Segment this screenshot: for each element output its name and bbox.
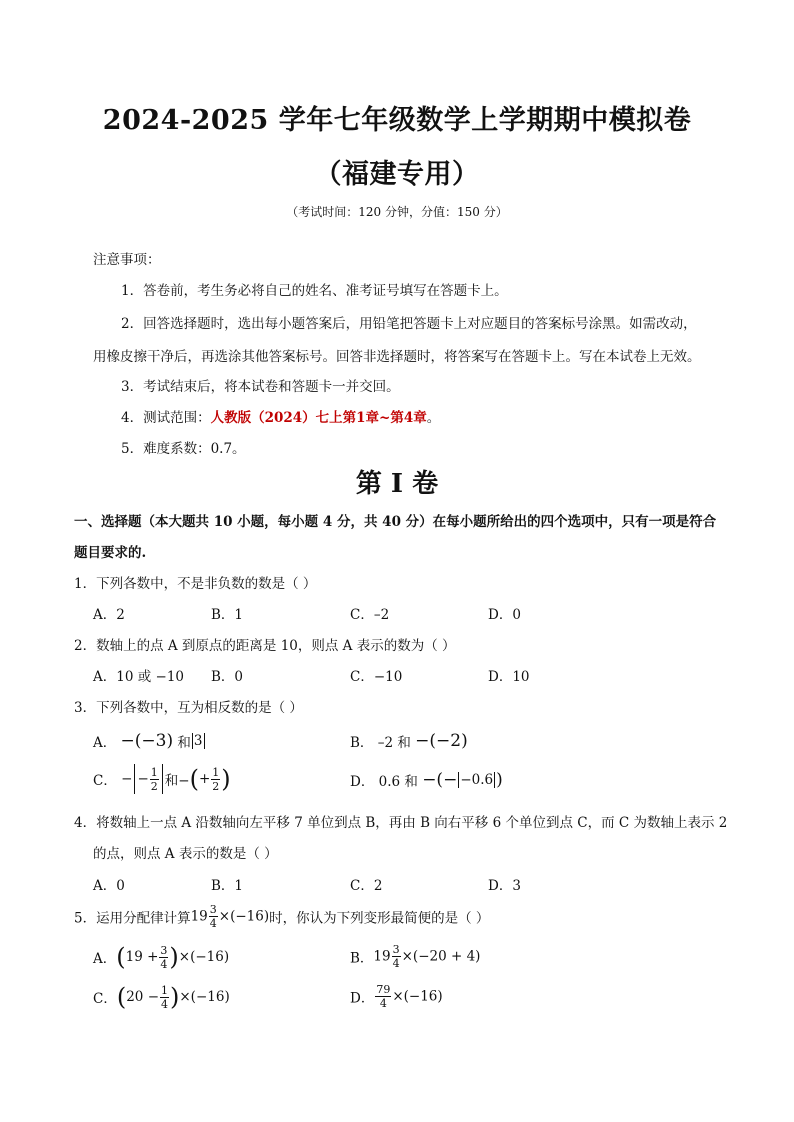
fraction: $\frac{1}{4}$ bbox=[161, 983, 168, 1011]
section-intro-line-1: 一、选择题（本大题共 10 小题，每小题 4 分，共 40 分）在每小题所给出的四个选项中，只有一项是符合 bbox=[74, 514, 717, 530]
q3-a-expr2: 3 bbox=[193, 733, 203, 749]
note-item-2-line-2: 用橡皮擦干净后，再选涂其他答案标号。回答非选择题时，将答案写在答题卡上。写在本试卷上无效。 bbox=[93, 349, 701, 365]
q2-option-c: C．−10 bbox=[350, 669, 403, 685]
abs-bar bbox=[204, 733, 205, 749]
q3-c-and: 和− bbox=[164, 773, 190, 789]
fraction: $\frac{3}{4}$ bbox=[160, 943, 168, 971]
q3-b-label: B． bbox=[350, 735, 374, 751]
q1-option-c: C．–2 bbox=[350, 607, 390, 623]
q3-b-expr1: –2 和 bbox=[377, 735, 411, 751]
note-item-3: 3．考试结束后，将本试卷和答题卡一并交回。 bbox=[121, 379, 400, 395]
q1-option-b: B．1 bbox=[211, 607, 244, 623]
q4-stem-line-2: 的点，则点 A 表示的数是（ ） bbox=[93, 846, 278, 862]
q5-option-c: C．(20 − $\frac{1}{4}$ )×(−16) bbox=[93, 983, 230, 1011]
q3-a-expr1: −(−3) bbox=[120, 731, 174, 751]
q5-option-d: D． $\frac{79}{4}$ ×(−16) bbox=[350, 983, 443, 1010]
exam-info: （考试时间：120 分钟，分值：150 分） bbox=[286, 205, 508, 219]
q3-a-label: A． bbox=[93, 735, 117, 751]
q5-option-a: A．(19 + $\frac{3}{4}$ )×(−16) bbox=[93, 943, 230, 971]
q3-stem: 3．下列各数中，互为相反数的是（ ） bbox=[74, 700, 303, 716]
note-item-2-line-1: 2．回答选择题时，选出每小题答案后，用铅笔把答题卡上对应题目的答案标号涂黑。如需改动， bbox=[121, 316, 697, 332]
abs-bar bbox=[192, 733, 193, 749]
section-intro-line-2: 题目要求的. bbox=[74, 545, 147, 561]
fraction: $\frac{3}{4}$ bbox=[392, 943, 400, 970]
q4-option-b: B．1 bbox=[211, 878, 244, 894]
q4-option-d: D．3 bbox=[488, 878, 521, 894]
fraction: $\frac{1}{2}$ bbox=[212, 765, 220, 793]
q2-option-b: B．0 bbox=[211, 669, 244, 685]
note-item-1: 1．答卷前，考生务必将自己的姓名、准考证号填写在答题卡上。 bbox=[121, 283, 508, 299]
q1-stem: 1．下列各数中，不是非负数的数是（ ） bbox=[74, 576, 317, 592]
q5-option-b: B．19 $\frac{3}{4}$ ×(−20 + 4) bbox=[350, 943, 481, 970]
q3-d-expr1: 0.6 和 bbox=[378, 774, 418, 790]
q3-c-label: C． bbox=[93, 773, 117, 789]
fraction: $\frac{79}{4}$ bbox=[376, 983, 391, 1010]
note-item-4-suffix: 。 bbox=[426, 410, 441, 426]
q1-option-a: A．2 bbox=[93, 607, 125, 623]
abs-bar bbox=[134, 764, 135, 794]
fraction: $\frac{1}{2}$ bbox=[150, 765, 158, 793]
test-scope: 人教版（2024）七上第1章~第4章 bbox=[210, 410, 427, 426]
q2-stem: 2．数轴上的点 A 到原点的距离是 10，则点 A 表示的数为（ ） bbox=[74, 638, 456, 654]
q2-option-a: A．10 或 −10 bbox=[93, 669, 184, 685]
q3-c-minus: − bbox=[121, 771, 133, 787]
q3-b-expr2: −(−2) bbox=[415, 731, 468, 751]
note-item-4-prefix: 4．测试范围： bbox=[121, 410, 211, 426]
q3-option-c: C． − − $\frac{1}{2}$ 和−(+ $\frac{1}{2}$ ) bbox=[93, 765, 231, 793]
q2-option-d: D．10 bbox=[488, 669, 530, 685]
page-subtitle: （福建专用） bbox=[314, 159, 480, 190]
q4-option-c: C．2 bbox=[350, 878, 383, 894]
abs-bar bbox=[494, 772, 495, 788]
note-item-5: 5．难度系数：0.7。 bbox=[121, 441, 246, 457]
q4-option-a: A．0 bbox=[93, 878, 125, 894]
q4-stem-line-1: 4．将数轴上一点 A 沿数轴向左平移 7 单位到点 B，再由 B 向右平移 6 个单位到点 C，而 C 为数轴上表示 2 bbox=[74, 815, 728, 831]
q3-a-and: 和 bbox=[177, 735, 191, 751]
fraction: $\frac{3}{4}$ bbox=[209, 903, 217, 930]
note-item-4 bbox=[121, 406, 440, 426]
section-title: 第 I 卷 bbox=[355, 469, 439, 499]
q3-option-a bbox=[93, 731, 206, 751]
page-title: 2024-2025 学年七年级数学上学期期中模拟卷 bbox=[102, 105, 692, 136]
q3-option-d: D． 0.6 和 −(− −0.6 ) bbox=[350, 770, 503, 790]
q3-d-expr2: −(− bbox=[422, 770, 458, 790]
abs-bar bbox=[162, 764, 163, 794]
q3-d-expr3: −0.6 bbox=[460, 772, 494, 788]
q5-stem: 5．运用分配律计算19 $\frac{3}{4}$ ×(−16)时，你认为下列变形最简便的是（ ） bbox=[74, 903, 490, 930]
q3-option-b bbox=[350, 731, 468, 751]
notes-heading: 注意事项： bbox=[93, 252, 161, 268]
q1-option-d: D．0 bbox=[488, 607, 521, 623]
q3-d-label: D． bbox=[350, 774, 375, 790]
